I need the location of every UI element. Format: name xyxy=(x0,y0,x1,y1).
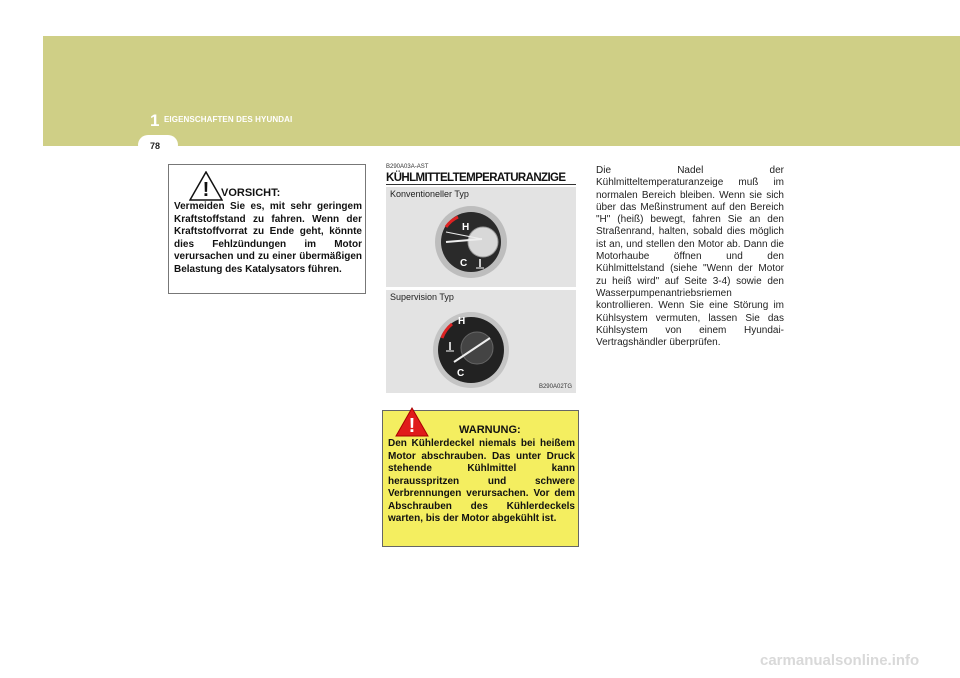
section-title: KÜHLMITTELTEMPERATURANZIGE xyxy=(386,172,566,184)
figure-code: B290A02TG xyxy=(538,384,572,390)
warning-triangle-icon xyxy=(189,171,223,201)
panel-label-conventional: Konventioneller Typ xyxy=(390,189,469,199)
caution-title: VORSICHT: xyxy=(221,187,281,199)
chapter-number: 1 xyxy=(150,111,160,130)
gauge-panel-conventional xyxy=(386,187,576,287)
supervision-h-label: H xyxy=(458,316,466,327)
panel-label-supervision: Supervision Typ xyxy=(390,292,454,302)
gauge-h-label: H xyxy=(462,222,470,233)
warning-title: WARNUNG: xyxy=(459,424,521,436)
header-band xyxy=(43,36,960,146)
svg-text:!: ! xyxy=(408,415,416,437)
caution-text: Vermeiden Sie es, mit sehr geringem Kraftstoffstand zu fahren. Wenn der Kraftstoffvorrat zu Ende geht, könnte dies Fehlzündungen im Motor verursachen und zu einer übermäßigen Belastung des Katalysators führen. xyxy=(174,201,362,275)
body-paragraph: Die Nadel der Kühlmitteltemperaturanzeige muß im normalen Bereich bleiben. Wenn sie sich über das Meßinstrument auf den Bereich "H" (heiß) bewegt, fahren Sie an den Straßenrand, halten, sobald dies möglich ist an, und stellen den Motor ab. Dann die Motorhaube öffnen und den Kühlmittelstand (siehe "Wenn der Motor zu heiß wird" auf Seite 3-4) sowie den Wasserpumpenantriebsriemen kontrollieren. Wenn Sie eine Störung im Kühlsystem vermuten, lassen Sie das Kühlsystem von einem Hyundai-Vertragshändler überprüfen. xyxy=(596,165,784,349)
supervision-c-label: C xyxy=(457,368,465,379)
section-title-rule xyxy=(386,184,576,185)
warning-triangle-icon xyxy=(395,407,429,437)
warning-box xyxy=(382,410,579,547)
gauge-panel-supervision xyxy=(386,290,576,393)
caution-box xyxy=(168,164,366,294)
chapter-title: EIGENSCHAFTEN DES HYUNDAI xyxy=(164,115,293,124)
conventional-gauge-icon xyxy=(386,187,576,287)
supervision-gauge-icon xyxy=(386,290,576,393)
warning-text: Den Kühlerdeckel niemals bei heißem Motor abschrauben. Das unter Druck stehende Kühlmittel kann herausspritzen und schwere Verbrennungen verursachen. Vor dem Abschrauben des Kühlerdeckels warten, bis der Motor abgekühlt ist. xyxy=(388,438,575,524)
section-code: B290A03A-AST xyxy=(386,164,429,170)
watermark: carmanualsonline.info xyxy=(760,652,920,669)
svg-text:!: ! xyxy=(202,179,210,201)
gauge-c-label: C xyxy=(460,258,468,269)
page-number: 78 xyxy=(150,141,161,151)
